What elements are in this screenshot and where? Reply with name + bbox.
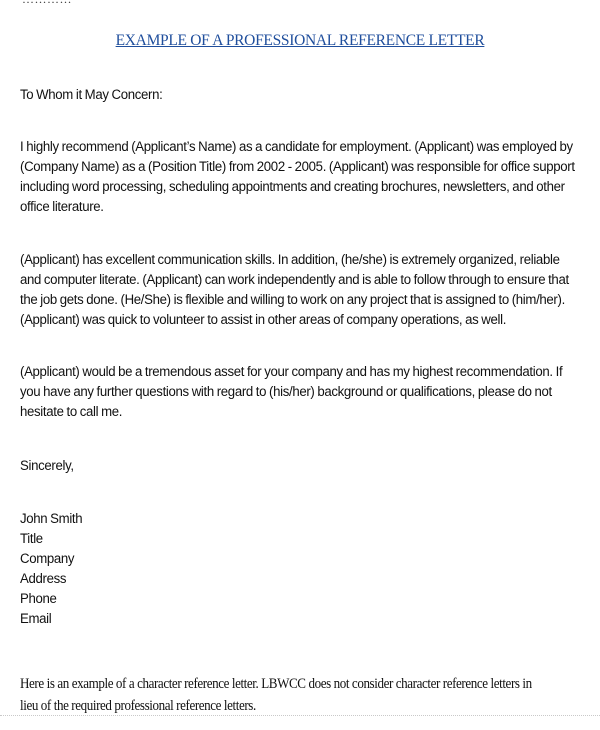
signature-title: Title [20,531,43,547]
page-divider [0,715,600,716]
paragraph-line: I highly recommend (Applicant’s Name) as a candidate for employment. (Applicant) was employed by [20,139,573,155]
paragraph-line: and computer literate. (Applicant) can work independently and is able to follow through to ensure that [20,272,569,288]
signature-phone: Phone [20,591,57,607]
signature-block [20,509,541,629]
paragraph-skills [20,250,578,330]
closing: Sincerely, [20,458,74,474]
paragraph-line: (Company Name) as a (Position Title) from 2002 - 2005. (Applicant) was responsible for office support [20,159,575,175]
signature-address: Address [20,571,67,587]
paragraph-line: office literature. [20,199,104,215]
signature-company: Company [20,551,75,567]
signature-email: Email [20,611,52,627]
salutation: To Whom it May Concern: [20,87,163,103]
paragraph-line: (Applicant) has excellent communication skills. In addition, (he/she) is extremely organized, reliable [20,252,560,268]
signature-name: John Smith [20,511,83,527]
letter-title: EXAMPLE OF A PROFESSIONAL REFERENCE LETTER [115,32,485,49]
cut-off-header-text [22,0,82,4]
paragraph-line: including word processing, scheduling appointments and creating brochures, newsletters, and other [20,179,565,195]
paragraph-line: you have any further questions with regard to (his/her) background or qualifications, please do not [20,384,552,400]
character-reference-note [20,673,560,717]
paragraph-recommendation [20,137,578,217]
paragraph-conclusion [20,362,578,422]
note-line: Here is an example of a character reference letter. LBWCC does not consider character reference letters in [20,676,532,692]
note-line: lieu of the required professional reference letters. [20,698,256,714]
paragraph-line: (Applicant) would be a tremendous asset for your company and has my highest recommendation. If [20,364,563,380]
paragraph-line: hesitate to call me. [20,404,123,420]
paragraph-line: (Applicant) was quick to volunteer to assist in other areas of company operations, as well. [20,312,507,328]
paragraph-line: the job gets done. (He/She) is flexible and willing to work on any project that is assigned to (him/her). [20,292,565,308]
